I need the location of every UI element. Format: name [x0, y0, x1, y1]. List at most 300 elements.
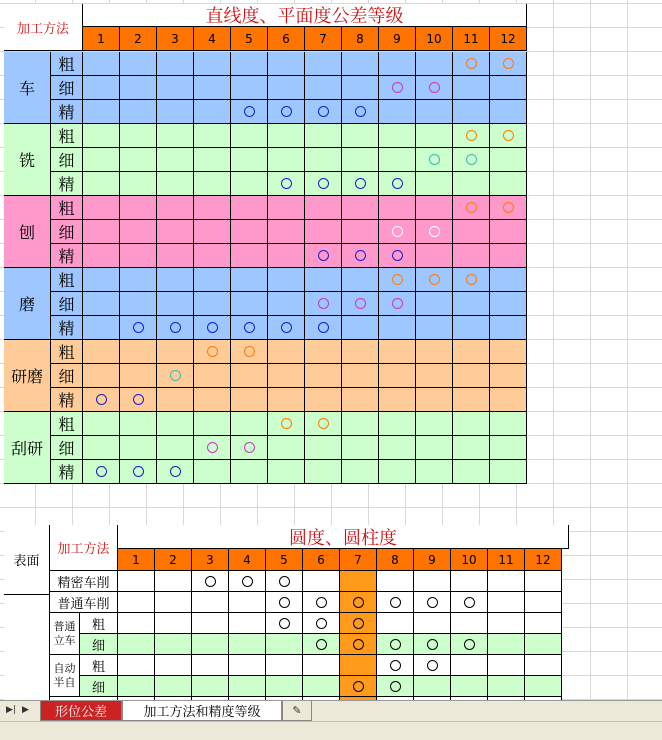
grade-cell[interactable] — [268, 460, 305, 484]
grade-cell[interactable] — [229, 655, 266, 676]
grade-cell[interactable] — [120, 148, 157, 172]
grade-cell[interactable] — [305, 388, 342, 412]
grade-cell[interactable] — [379, 124, 416, 148]
grade-cell[interactable] — [194, 52, 231, 76]
grade-cell[interactable] — [120, 364, 157, 388]
grade-cell[interactable] — [416, 268, 453, 292]
grade-cell[interactable] — [83, 340, 120, 364]
grade-cell[interactable] — [416, 292, 453, 316]
grade-cell[interactable] — [416, 76, 453, 100]
grade-cell[interactable] — [268, 412, 305, 436]
grade-cell[interactable] — [194, 76, 231, 100]
grade-cell[interactable] — [229, 592, 266, 613]
grade-cell[interactable] — [379, 388, 416, 412]
next-sheet-icon[interactable]: ▶ — [22, 705, 29, 715]
grade-cell[interactable] — [266, 655, 303, 676]
grade-cell[interactable] — [416, 316, 453, 340]
grade-cell[interactable] — [157, 148, 194, 172]
grade-cell[interactable] — [490, 196, 527, 220]
grade-cell[interactable] — [305, 436, 342, 460]
grade-cell[interactable] — [303, 571, 340, 592]
grade-cell[interactable] — [83, 412, 120, 436]
grade-cell[interactable] — [488, 571, 525, 592]
grade-cell[interactable] — [453, 100, 490, 124]
grade-header: 8 — [377, 549, 414, 571]
grade-cell[interactable] — [120, 244, 157, 268]
grade-cell[interactable] — [157, 220, 194, 244]
grade-cell[interactable] — [194, 148, 231, 172]
grade-cell[interactable] — [120, 268, 157, 292]
grade-cell[interactable] — [194, 316, 231, 340]
grade-cell[interactable] — [229, 571, 266, 592]
grade-cell[interactable] — [305, 196, 342, 220]
grade-cell[interactable] — [194, 460, 231, 484]
grade-cell[interactable] — [231, 148, 268, 172]
precision-label: 精 — [51, 244, 83, 268]
grade-cell[interactable] — [194, 124, 231, 148]
grade-cell[interactable] — [303, 655, 340, 676]
grade-cell[interactable] — [379, 316, 416, 340]
grade-cell[interactable] — [379, 364, 416, 388]
grade-cell[interactable] — [416, 412, 453, 436]
first-sheet-icon[interactable]: ▶| — [6, 705, 16, 715]
grade-cell[interactable] — [377, 592, 414, 613]
grade-cell[interactable] — [268, 244, 305, 268]
grade-cell[interactable] — [379, 268, 416, 292]
grade-cell[interactable] — [451, 676, 488, 697]
grade-cell[interactable] — [490, 460, 527, 484]
grade-cell[interactable] — [453, 244, 490, 268]
grade-cell[interactable] — [490, 124, 527, 148]
grade-cell[interactable] — [120, 100, 157, 124]
grade-cell[interactable] — [377, 634, 414, 655]
grade-cell[interactable] — [157, 124, 194, 148]
grade-cell[interactable] — [120, 340, 157, 364]
grade-cell[interactable] — [118, 571, 155, 592]
grade-cell[interactable] — [118, 592, 155, 613]
grade-cell[interactable] — [379, 172, 416, 196]
grade-cell[interactable] — [342, 340, 379, 364]
grade-cell[interactable] — [155, 634, 192, 655]
grade-cell[interactable] — [266, 613, 303, 634]
grade-cell[interactable] — [453, 52, 490, 76]
grade-cell[interactable] — [305, 460, 342, 484]
grade-cell[interactable] — [414, 592, 451, 613]
grade-cell[interactable] — [342, 460, 379, 484]
grade-cell[interactable] — [416, 364, 453, 388]
grade-cell[interactable] — [266, 676, 303, 697]
grade-cell[interactable] — [305, 244, 342, 268]
grade-cell[interactable] — [157, 100, 194, 124]
grade-cell[interactable] — [416, 388, 453, 412]
tab-form-tolerance[interactable] — [40, 701, 122, 721]
grade-cell[interactable] — [451, 571, 488, 592]
grade-cell[interactable] — [379, 292, 416, 316]
grade-cell[interactable] — [453, 148, 490, 172]
grade-cell[interactable] — [488, 634, 525, 655]
grade-cell[interactable] — [83, 316, 120, 340]
grade-cell[interactable] — [83, 76, 120, 100]
grade-cell[interactable] — [266, 571, 303, 592]
grade-cell[interactable] — [340, 613, 377, 634]
grade-cell[interactable] — [490, 76, 527, 100]
grade-cell[interactable] — [157, 436, 194, 460]
grade-cell[interactable] — [120, 124, 157, 148]
grade-cell[interactable] — [120, 316, 157, 340]
grade-cell[interactable] — [379, 460, 416, 484]
grade-cell[interactable] — [305, 172, 342, 196]
grade-cell[interactable] — [157, 196, 194, 220]
grade-cell[interactable] — [118, 676, 155, 697]
grade-cell[interactable] — [342, 436, 379, 460]
grade-cell[interactable] — [231, 76, 268, 100]
grade-cell[interactable] — [305, 148, 342, 172]
grade-cell[interactable] — [118, 613, 155, 634]
grade-cell[interactable] — [157, 76, 194, 100]
grade-cell[interactable] — [451, 592, 488, 613]
grade-cell[interactable] — [342, 196, 379, 220]
grade-cell[interactable] — [120, 412, 157, 436]
grade-cell[interactable] — [379, 148, 416, 172]
grade-cell[interactable] — [525, 613, 562, 634]
grade-cell[interactable] — [305, 364, 342, 388]
grade-cell[interactable] — [451, 634, 488, 655]
grade-cell[interactable] — [451, 655, 488, 676]
grade-cell[interactable] — [453, 76, 490, 100]
grade-cell[interactable] — [83, 436, 120, 460]
grade-cell[interactable] — [416, 244, 453, 268]
grade-cell[interactable] — [266, 634, 303, 655]
grade-cell[interactable] — [525, 634, 562, 655]
grade-cell[interactable] — [414, 676, 451, 697]
grade-cell[interactable] — [414, 634, 451, 655]
grade-cell[interactable] — [490, 388, 527, 412]
grade-cell[interactable] — [268, 268, 305, 292]
grade-cell[interactable] — [453, 292, 490, 316]
grade-cell[interactable] — [340, 592, 377, 613]
grade-cell[interactable] — [268, 76, 305, 100]
grade-cell[interactable] — [268, 316, 305, 340]
grade-cell[interactable] — [490, 340, 527, 364]
grade-cell[interactable] — [490, 148, 527, 172]
grade-cell[interactable] — [490, 52, 527, 76]
grade-cell[interactable] — [120, 388, 157, 412]
grade-cell[interactable] — [416, 52, 453, 76]
grade-cell[interactable] — [231, 412, 268, 436]
grade-cell[interactable] — [453, 340, 490, 364]
grade-cell[interactable] — [268, 196, 305, 220]
grade-cell[interactable] — [192, 613, 229, 634]
grade-cell[interactable] — [342, 316, 379, 340]
grade-cell[interactable] — [120, 196, 157, 220]
grade-cell[interactable] — [194, 268, 231, 292]
grade-cell[interactable] — [342, 244, 379, 268]
grade-cell[interactable] — [416, 436, 453, 460]
grade-cell[interactable] — [490, 316, 527, 340]
grade-cell[interactable] — [157, 52, 194, 76]
tab-methods-grades[interactable] — [122, 701, 282, 721]
grade-cell[interactable] — [192, 655, 229, 676]
grade-cell[interactable] — [525, 655, 562, 676]
grade-cell[interactable] — [305, 52, 342, 76]
grade-cell[interactable] — [379, 52, 416, 76]
grade-cell[interactable] — [194, 100, 231, 124]
grade-cell[interactable] — [83, 292, 120, 316]
grade-cell[interactable] — [157, 268, 194, 292]
grade-cell[interactable] — [490, 436, 527, 460]
grade-cell[interactable] — [120, 460, 157, 484]
grade-cell[interactable] — [83, 124, 120, 148]
circle-mark-icon — [205, 576, 216, 587]
grade-cell[interactable] — [231, 364, 268, 388]
grade-cell[interactable] — [490, 364, 527, 388]
grade-cell[interactable] — [379, 412, 416, 436]
grade-cell[interactable] — [453, 196, 490, 220]
grade-cell[interactable] — [379, 196, 416, 220]
grade-cell[interactable] — [490, 244, 527, 268]
grade-header: 3 — [192, 549, 229, 571]
grade-cell[interactable] — [305, 412, 342, 436]
grade-cell[interactable] — [83, 52, 120, 76]
grade-cell[interactable] — [157, 172, 194, 196]
grade-cell[interactable] — [451, 613, 488, 634]
grade-cell[interactable] — [155, 613, 192, 634]
grade-cell[interactable] — [342, 388, 379, 412]
grade-cell[interactable] — [342, 52, 379, 76]
grade-cell[interactable] — [231, 268, 268, 292]
grade-cell[interactable] — [268, 340, 305, 364]
grade-cell[interactable] — [342, 76, 379, 100]
grade-cell[interactable] — [268, 100, 305, 124]
grade-cell[interactable] — [342, 124, 379, 148]
grade-cell[interactable] — [303, 592, 340, 613]
grade-cell[interactable] — [416, 124, 453, 148]
grade-cell[interactable] — [83, 220, 120, 244]
grade-cell[interactable] — [342, 100, 379, 124]
grade-cell[interactable] — [231, 172, 268, 196]
grade-cell[interactable] — [490, 412, 527, 436]
grade-cell[interactable] — [83, 100, 120, 124]
grade-cell[interactable] — [266, 592, 303, 613]
grade-cell[interactable] — [414, 571, 451, 592]
grade-cell[interactable] — [118, 655, 155, 676]
grade-cell[interactable] — [83, 172, 120, 196]
grade-cell[interactable] — [268, 436, 305, 460]
grade-cell[interactable] — [453, 460, 490, 484]
grade-cell[interactable] — [155, 655, 192, 676]
grade-cell[interactable] — [377, 571, 414, 592]
grade-cell[interactable] — [488, 655, 525, 676]
grade-cell[interactable] — [453, 172, 490, 196]
grade-cell[interactable] — [453, 388, 490, 412]
grade-cell[interactable] — [155, 676, 192, 697]
grade-cell[interactable] — [453, 124, 490, 148]
grade-cell[interactable] — [342, 172, 379, 196]
grade-cell[interactable] — [379, 244, 416, 268]
grade-cell[interactable] — [416, 100, 453, 124]
grade-cell[interactable] — [194, 244, 231, 268]
grade-cell[interactable] — [157, 364, 194, 388]
grade-cell[interactable] — [83, 460, 120, 484]
grade-cell[interactable] — [157, 340, 194, 364]
grade-cell[interactable] — [120, 436, 157, 460]
grade-cell[interactable] — [157, 244, 194, 268]
grade-cell[interactable] — [118, 634, 155, 655]
grade-cell[interactable] — [231, 196, 268, 220]
grade-cell[interactable] — [377, 655, 414, 676]
grade-cell[interactable] — [83, 244, 120, 268]
grade-cell[interactable] — [342, 292, 379, 316]
grade-cell[interactable] — [194, 364, 231, 388]
grade-cell[interactable] — [377, 613, 414, 634]
grade-cell[interactable] — [342, 412, 379, 436]
grade-cell[interactable] — [157, 388, 194, 412]
grade-cell[interactable] — [305, 124, 342, 148]
grade-cell[interactable] — [231, 220, 268, 244]
grade-cell[interactable] — [268, 364, 305, 388]
grade-cell[interactable] — [268, 220, 305, 244]
grade-cell[interactable] — [416, 196, 453, 220]
grade-cell[interactable] — [414, 613, 451, 634]
grade-cell[interactable] — [229, 676, 266, 697]
grade-cell[interactable] — [305, 220, 342, 244]
grade-cell[interactable] — [303, 676, 340, 697]
grade-cell[interactable] — [231, 340, 268, 364]
grade-cell[interactable] — [416, 220, 453, 244]
grade-cell[interactable] — [192, 571, 229, 592]
grade-cell[interactable] — [231, 124, 268, 148]
grade-cell[interactable] — [268, 172, 305, 196]
grade-cell[interactable] — [155, 571, 192, 592]
grade-cell[interactable] — [340, 655, 377, 676]
grade-cell[interactable] — [305, 268, 342, 292]
grade-cell[interactable] — [342, 364, 379, 388]
grade-cell[interactable] — [488, 676, 525, 697]
precision-label: 细 — [51, 292, 83, 316]
grade-cell[interactable] — [120, 220, 157, 244]
grade-cell[interactable] — [157, 292, 194, 316]
grade-cell[interactable] — [453, 316, 490, 340]
grade-cell[interactable] — [490, 100, 527, 124]
grade-cell[interactable] — [231, 460, 268, 484]
grade-cell[interactable] — [416, 340, 453, 364]
grade-cell[interactable] — [120, 52, 157, 76]
grade-cell[interactable] — [194, 292, 231, 316]
grade-cell[interactable] — [305, 340, 342, 364]
grade-cell[interactable] — [303, 634, 340, 655]
grade-cell[interactable] — [194, 436, 231, 460]
grade-cell[interactable] — [490, 220, 527, 244]
grade-cell[interactable] — [303, 613, 340, 634]
grade-cell[interactable] — [194, 172, 231, 196]
grade-cell[interactable] — [83, 388, 120, 412]
grade-cell[interactable] — [416, 172, 453, 196]
circle-mark-icon — [466, 154, 477, 165]
grade-cell[interactable] — [231, 316, 268, 340]
grade-cell[interactable] — [194, 388, 231, 412]
grade-cell[interactable] — [416, 460, 453, 484]
grade-cell[interactable] — [305, 100, 342, 124]
grade-cell[interactable] — [414, 655, 451, 676]
grade-cell[interactable] — [340, 676, 377, 697]
grade-cell[interactable] — [379, 100, 416, 124]
grade-cell[interactable] — [268, 52, 305, 76]
grade-cell[interactable] — [83, 196, 120, 220]
grade-cell[interactable] — [268, 148, 305, 172]
tab-label: 形位公差 — [54, 705, 107, 720]
grade-cell[interactable] — [194, 412, 231, 436]
grade-cell[interactable] — [231, 436, 268, 460]
grade-cell[interactable] — [192, 676, 229, 697]
grade-cell[interactable] — [525, 676, 562, 697]
grade-cell[interactable] — [379, 76, 416, 100]
grade-cell[interactable] — [229, 634, 266, 655]
grade-cell[interactable] — [342, 148, 379, 172]
grade-cell[interactable] — [192, 592, 229, 613]
grade-cell[interactable] — [490, 292, 527, 316]
grade-cell[interactable] — [268, 292, 305, 316]
grade-cell[interactable] — [340, 634, 377, 655]
grade-cell[interactable] — [342, 220, 379, 244]
grade-cell[interactable] — [305, 316, 342, 340]
grade-cell[interactable] — [120, 292, 157, 316]
insert-sheet-icon[interactable]: ✎ — [282, 701, 312, 721]
grade-cell[interactable] — [488, 613, 525, 634]
grade-cell[interactable] — [120, 172, 157, 196]
grade-cell[interactable] — [453, 364, 490, 388]
grade-cell[interactable] — [453, 412, 490, 436]
grade-cell[interactable] — [379, 220, 416, 244]
grade-cell[interactable] — [194, 196, 231, 220]
grade-cell[interactable] — [268, 124, 305, 148]
grade-cell[interactable] — [120, 76, 157, 100]
grade-cell[interactable] — [157, 316, 194, 340]
grade-cell[interactable] — [231, 52, 268, 76]
grade-cell[interactable] — [416, 148, 453, 172]
grade-cell[interactable] — [83, 364, 120, 388]
grade-cell[interactable] — [229, 613, 266, 634]
grade-cell[interactable] — [192, 634, 229, 655]
grade-cell[interactable] — [379, 340, 416, 364]
grade-cell[interactable] — [525, 592, 562, 613]
grade-cell[interactable] — [305, 292, 342, 316]
grade-cell[interactable] — [488, 592, 525, 613]
grade-cell[interactable] — [453, 220, 490, 244]
grade-cell[interactable] — [268, 388, 305, 412]
grade-cell[interactable] — [194, 340, 231, 364]
grade-cell[interactable] — [305, 76, 342, 100]
grade-cell[interactable] — [379, 436, 416, 460]
grade-cell[interactable] — [453, 436, 490, 460]
grade-cell[interactable] — [490, 172, 527, 196]
grade-cell[interactable] — [340, 571, 377, 592]
grade-cell[interactable] — [83, 148, 120, 172]
grade-cell[interactable] — [231, 292, 268, 316]
grade-cell[interactable] — [377, 676, 414, 697]
grade-cell[interactable] — [231, 244, 268, 268]
grade-cell[interactable] — [525, 571, 562, 592]
grade-cell[interactable] — [83, 268, 120, 292]
grade-cell[interactable] — [490, 268, 527, 292]
grade-cell[interactable] — [157, 460, 194, 484]
grade-cell[interactable] — [453, 268, 490, 292]
grade-cell[interactable] — [342, 268, 379, 292]
grade-cell[interactable] — [155, 592, 192, 613]
grade-cell[interactable] — [194, 220, 231, 244]
grade-cell[interactable] — [157, 412, 194, 436]
grade-cell[interactable] — [231, 388, 268, 412]
grade-cell[interactable] — [231, 100, 268, 124]
